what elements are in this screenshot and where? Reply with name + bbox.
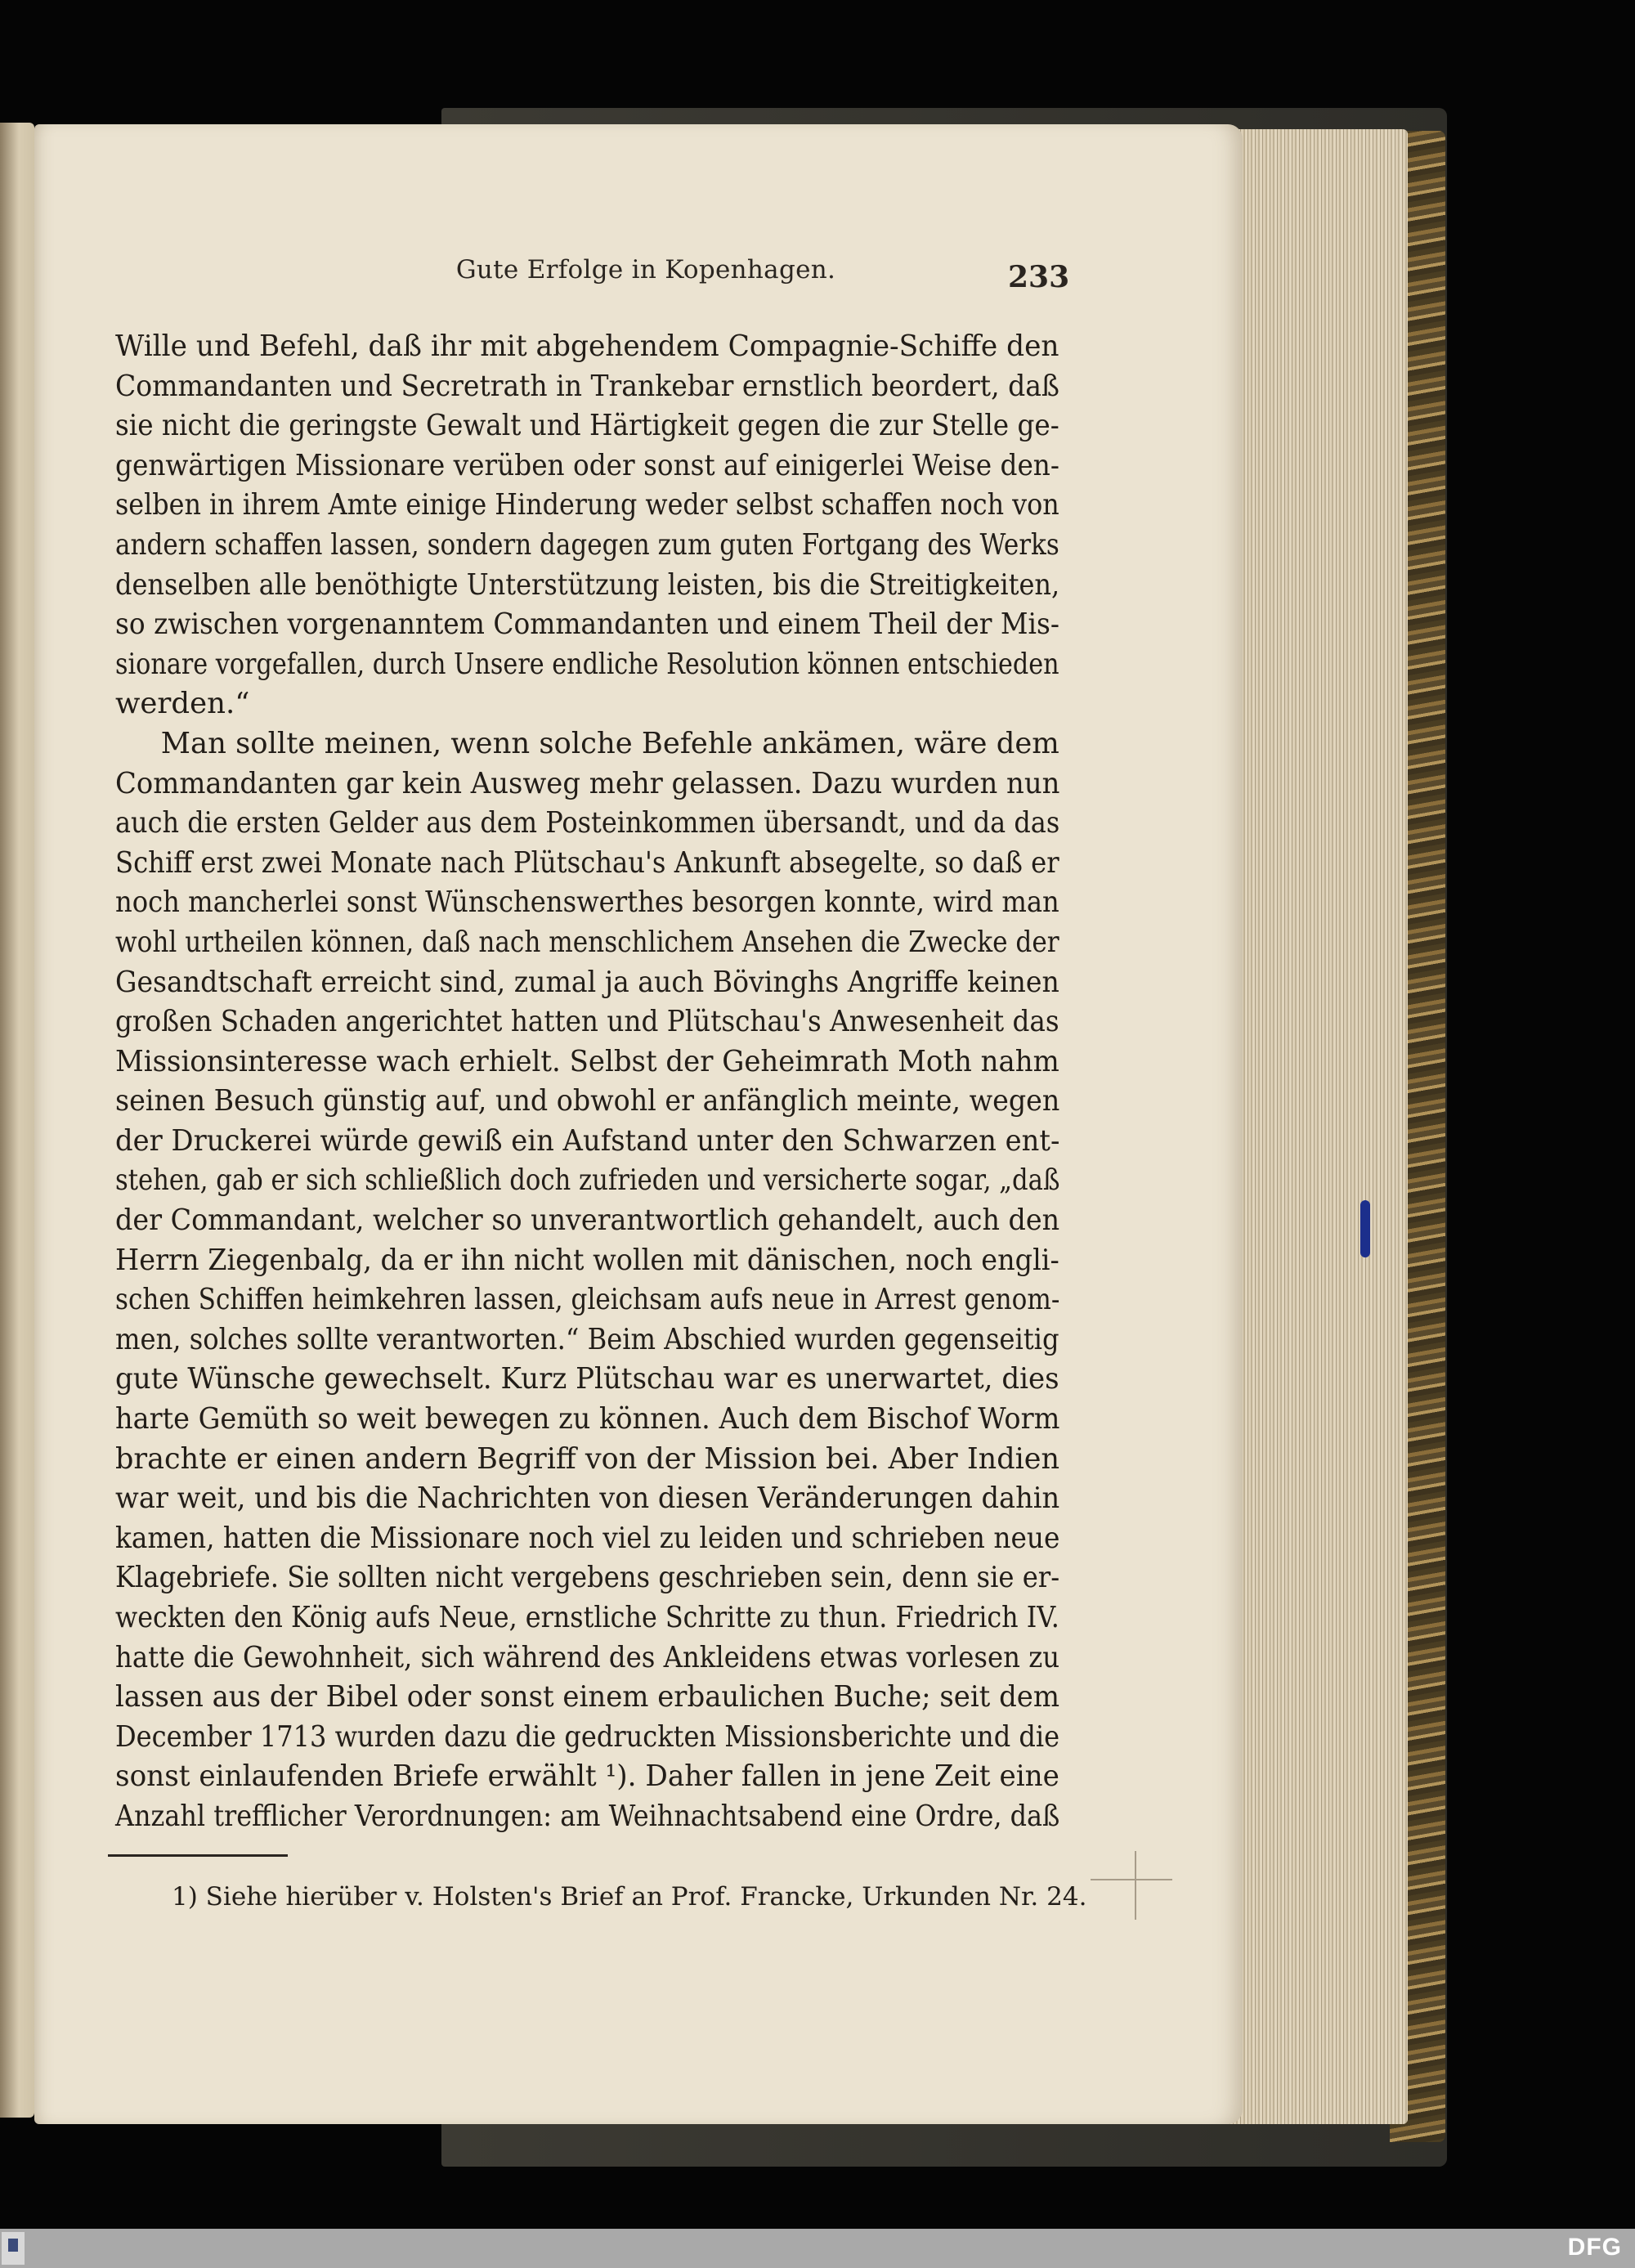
text-line: Commandanten gar kein Ausweg mehr gelassen. Dazu wurden nun — [115, 766, 1060, 800]
text-line: weckten den König aufs Neue, ernstliche Schritte zu thun. Friedrich IV. — [115, 1601, 1059, 1634]
text-line: Wille und Befehl, daß ihr mit abgehendem Compagnie-Schiffe den — [115, 329, 1059, 363]
text-line: Anzahl trefflicher Verordnungen: am Weihnachtsabend eine Ordre, daß — [115, 1799, 1060, 1833]
text-line: so zwischen vorgenanntem Commandanten und einem Theil der Mis- — [115, 607, 1059, 642]
text-line: selben in ihrem Amte einige Hinderung weder selbst schaffen noch von — [115, 488, 1059, 522]
text-line: sionare vorgefallen, durch Unsere endliche Resolution können entschieden — [115, 647, 1059, 681]
text-line: sonst einlaufenden Briefe erwählt ¹). Daher fallen in jene Zeit eine — [115, 1759, 1059, 1794]
pencil-cross-mark — [1135, 1851, 1136, 1920]
text-line: Herrn Ziegenbalg, da er ihn nicht wollen mit dänischen, noch engli- — [115, 1243, 1059, 1277]
text-line: lassen aus der Bibel oder sonst einem erbaulichen Buche; seit dem — [115, 1680, 1060, 1714]
text-line: schen Schiffen heimkehren lassen, gleichsam aufs neue in Arrest genom- — [115, 1283, 1060, 1317]
text-line: stehen, gab er sich schließlich doch zufrieden und versicherte sogar, „daß — [115, 1163, 1060, 1198]
dfg-badge: DFG — [1567, 2234, 1622, 2261]
text-line: auch die ersten Gelder aus dem Posteinkommen übersandt, und da das — [115, 806, 1060, 840]
text-line: kamen, hatten die Missionare noch viel zu leiden und schrieben neue — [115, 1521, 1060, 1555]
library-logo-icon — [2, 2232, 25, 2265]
viewer-footer-bar — [0, 2229, 1635, 2268]
page-block-edges — [1226, 129, 1408, 2124]
text-line: Man sollte meinen, wenn solche Befehle ankämen, wäre dem — [160, 726, 1059, 760]
text-line: harte Gemüth so weit bewegen zu können. Auch dem Bischof Worm — [115, 1402, 1060, 1437]
body-text — [115, 327, 1059, 1837]
text-line: der Druckerei würde gewiß ein Aufstand unter den Schwarzen ent- — [115, 1123, 1060, 1158]
pencil-cross-mark-bar — [1091, 1879, 1172, 1880]
text-line: December 1713 wurden dazu die gedruckten Missionsberichte und die — [115, 1719, 1060, 1754]
text-line: men, solches sollte verantworten.“ Beim Abschied wurden gegenseitig — [115, 1322, 1059, 1356]
text-line: andern schaffen lassen, sondern dagegen zum guten Fortgang des Werks — [115, 527, 1059, 562]
text-line: war weit, und bis die Nachrichten von diesen Veränderungen dahin — [115, 1481, 1060, 1516]
text-line: Gesandtschaft erreicht sind, zumal ja auch Bövinghs Angriffe keinen — [115, 965, 1059, 999]
running-head: Gute Erfolge in Kopenhagen. — [455, 255, 836, 285]
text-line: hatte die Gewohnheit, sich während des Ankleidens etwas vorlesen zu — [115, 1640, 1060, 1674]
text-line: Commandanten und Secretrath in Trankebar ernstlich beordert, daß — [115, 369, 1059, 403]
text-line: großen Schaden angerichtet hatten und Plütschau's Anwesenheit das — [115, 1005, 1059, 1039]
text-line: Missionsinteresse wach erhielt. Selbst der Geheimrath Moth nahm — [115, 1044, 1059, 1078]
text-line: werden.“ — [115, 687, 250, 721]
text-line: der Commandant, welcher so unverantwortlich gehandelt, auch den — [115, 1203, 1060, 1238]
text-line: seinen Besuch günstig auf, und obwohl er anfänglich meinte, wegen — [115, 1084, 1060, 1118]
text-line: gute Wünsche gewechselt. Kurz Plütschau war es unerwartet, dies — [115, 1362, 1059, 1396]
text-line: genwärtigen Missionare verüben oder sonst auf einigerlei Weise den- — [115, 448, 1059, 482]
previous-page-edge — [0, 123, 34, 2118]
text-line: brachte er einen andern Begriff von der Mission bei. Aber Indien — [115, 1441, 1060, 1476]
text-line: Schiff erst zwei Monate nach Plütschau's Ankunft absegelte, so daß er — [115, 845, 1059, 880]
blue-page-marker — [1360, 1200, 1370, 1257]
text-line: wohl urtheilen können, daß nach menschlichem Ansehen die Zwecke der — [115, 925, 1059, 959]
footnote: 1) Siehe hierüber v. Holsten's Brief an Prof. Francke, Urkunden Nr. 24. — [172, 1882, 1087, 1912]
footnote-rule — [108, 1854, 288, 1857]
text-line: sie nicht die geringste Gewalt und Härtigkeit gegen die zur Stelle ge- — [115, 409, 1059, 443]
text-line: Klagebriefe. Sie sollten nicht vergebens geschrieben sein, denn sie er- — [115, 1561, 1060, 1595]
text-line: noch mancherlei sonst Wünschenswerthes besorgen konnte, wird man — [115, 885, 1059, 920]
page-number: 233 — [1008, 260, 1070, 294]
text-line: denselben alle benöthigte Unterstützung leisten, bis die Streitigkeiten, — [115, 567, 1060, 602]
